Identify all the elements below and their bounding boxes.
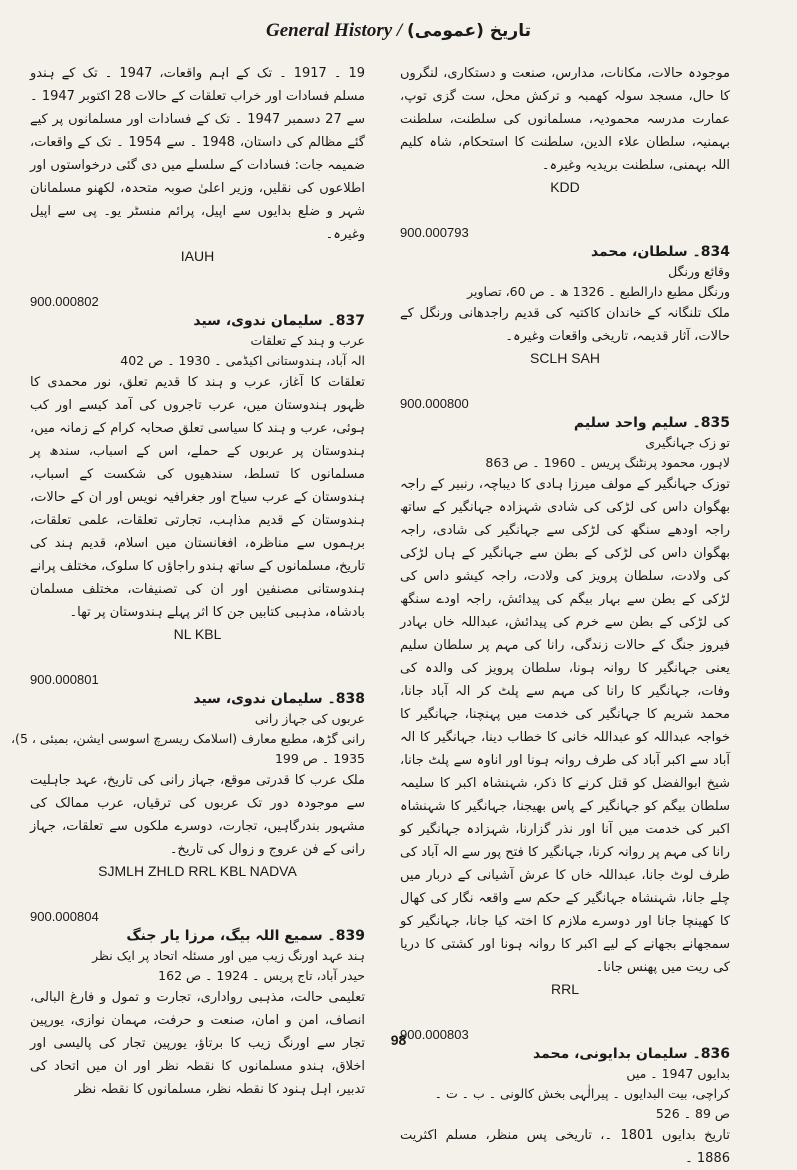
entry-publication: رانی گڑھ، مطبع معارف (اسلامک ریسرچ اسوسی ایشن، بمبئی ، 5)،	[11, 731, 365, 746]
continued-entry-left	[30, 62, 365, 264]
entry-description: 19 ۔ 1917 ۔ تک کے اہم واقعات، 1947 ۔ تک کے ہندو مسلم فسادات اور خراب تعلقات کے حالات 28 اکتوبر 1947 ۔ سے 27 دسمبر 1947 ۔ تک کے فسادات اور مسلمانوں پر کیے گئے مظالم کی داستان، 1948 ۔ سے 1954 ۔ تک کے واقعات، ضمیمہ جات: فسادات کے سلسلے میں دی گئی درخواستوں اور اطلاعوں کی نقلیں، وزیر اعلیٰ صوبہ متحدہ، لکھنو مسلمانان شہر و ضلع بدایوں سے اپیل، پرائم منسٹر یو۔ پی سے اپیل وغیرہ۔	[30, 66, 366, 242]
entry-publication: ورنگل مطبع دارالطبع ۔ 1326 ھ ۔ ص 60، تصاویر	[467, 284, 730, 299]
entry-description: ملک تلنگانہ کے خاندان کاکتیہ کی قدیم راجدھانی ورنگل کے حالات، آثار قدیمہ، تاریخی واقعات وغیرہ۔	[400, 306, 730, 344]
right-column	[400, 62, 730, 1166]
entry-description: موجودہ حالات، مکانات، مدارس، صنعت و دستکاری، لنگروں کا حال، مسجد سولہ کھمبہ و ترکش محل، ست گزی توپ، عمارت مدرسہ محمودیہ، مسلمانوں کی سلطنت، سلطنت بہمنیہ، سلطان علاء الدین، سلطنت کا استحکام، شاہ کلیم اللہ بہمنی، سلطنت بریدیہ وغیرہ۔	[400, 66, 730, 173]
classification-code: 900.000800	[400, 396, 469, 411]
library-locations: SJMLH ZHLD RRL KBL NADVA	[98, 863, 297, 879]
header-title-urdu: تاریخ (عمومی)	[406, 21, 531, 41]
entry-heading: 835۔ سلیم واحد سلیم	[573, 415, 730, 431]
entry-description: توزک جہانگیر کے مولف میرزا ہادی کا دیباچہ، رنبیر کے راجہ بھگوان داس کی لڑکی کی شادی شہزادہ جہانگیر کے ساتھ راجہ اودھے سنگھ کی لڑکی سے جہانگیر کی شادی، راجہ بھگوان داس کی لڑکی کے بطن سے جہانگیر کے ہاں لڑکی کی ولادت، سلطان پرویز کی ولادت، راجہ کیشو داس کی لڑکی کے بطن سے بہار بیگم کی پیدائش، راجہ اودے سنگھ کی لڑکی کے بطن سے خرم کی پیدائش، عبداللہ خاں بہادر فیروز جنگ کے حالات زندگی، رانا کی مہم پر سلطان سلیم یعنی جہانگیر کا روانہ ہونا، سلطان پرویز کی والدہ کی وفات، جہانگیر کا رانا کی مہم سے پلٹ کر الہ آباد جانا، محمد شریم کا جہانگیر کی خدمت میں پہنچنا، جہانگیر کا خواجہ عبداللہ کو عبداللہ خانی کا خطاب دینا، جہانگیر کا الہ آباد سے اکبر آباد کی طرف روانہ ہونا اور اناوہ سے پلٹ جانا، شیخ ابوالفضل کو قتل کرنے کا ذکر، شہنشاہ اکبر کا سلیمہ سلطان بیگم کو جہانگیر کے پاس بھیجنا، جہانگیر کا شہنشاہ اکبر کی خدمت میں آنا اور نذر گزارنا، شہزادہ جہانگیر کو رانا کی مہم پر روانہ کرنا، جہانگیر کا فتح پور سے الہ آباد کی طرف لوٹ جانا، عبداللہ خاں کا عرش آشیانی کے دربار میں چلے جانا، شہنشاہ جہانگیر کے حکم سے واقعہ نگار کی کھال کا کھینچا جانا اور دوسرے ملازم کا اختہ کیا جانا، جہانگیر کو سمجھانے بجھانے کے لیے اکبر کا روانہ ہونا اور کشتی کا دریا کی ریت میں پھنس جانا۔	[400, 477, 730, 975]
entry-title: عرب و ہند کے تعلقات	[250, 333, 365, 348]
page-number: 98	[390, 1032, 407, 1048]
entry-837	[30, 294, 365, 642]
entry-description: ملک عرب کا قدرتی موقع، جہاز رانی کی تاریخ، عہد جاہلیت سے موجودہ دور تک عربوں کی ترقیاں، عرب ممالک کی مشہور بندرگاہیں، تجارت، دوسرے ملکوں سے تعلقات، جہاز رانی کے فن عروج و زوال کی تاریخ۔	[30, 773, 365, 857]
library-locations: RRL	[550, 981, 579, 997]
entry-publication: حیدر آباد، تاج پریس ۔ 1924 ۔ ص 162	[158, 968, 365, 983]
entry-publication: کراچی، بیت البدایوں ۔ پیرالٰہی بخش کالونی ۔ ب ۔ ت ۔	[434, 1086, 730, 1101]
entry-heading: 837۔ سلیمان ندوی، سید	[193, 313, 365, 329]
library-locations: IAUH	[180, 248, 215, 264]
entry-title: بدایوں 1947 ۔ میں	[626, 1066, 730, 1081]
entry-heading: 838۔ سلیمان ندوی، سید	[193, 691, 365, 707]
entry-838	[11, 672, 365, 879]
entry-835	[400, 396, 730, 997]
entry-publication-year: 1935 ۔ ص 199	[274, 751, 365, 766]
entry-839	[30, 909, 365, 1101]
library-locations: KDD	[550, 179, 580, 195]
entry-heading: 836۔ سلیمان بدایونی، محمد	[533, 1046, 730, 1062]
classification-code: 900.000803	[400, 1027, 469, 1042]
left-column	[11, 62, 366, 1097]
page-header	[0, 20, 797, 42]
entry-heading: 839۔ سمیع اللہ بیگ، مرزا یار جنگ	[126, 928, 365, 944]
classification-code: 900.000804	[30, 909, 99, 924]
entry-title: ہند عہد اورنگ زیب میں اور مسئلہ اتحاد پر ایک نظر	[92, 948, 365, 963]
header-title-english: General History /	[266, 20, 403, 41]
entry-title: وقائع ورنگل	[668, 264, 730, 279]
entry-pages: ص 89 ۔ 526	[655, 1106, 730, 1121]
library-locations: NL KBL	[173, 626, 222, 642]
entry-834	[400, 225, 730, 366]
entry-publication: لاہور، محمود پرنٹنگ پریس ۔ 1960 ۔ ص 863	[485, 455, 730, 470]
entry-title: عربوں کی جہاز رانی	[254, 711, 365, 726]
classification-code: 900.000793	[400, 225, 469, 240]
entry-heading: 834۔ سلطان، محمد	[590, 244, 730, 260]
entry-description: تاریخ بدایوں 1801 ۔، تاریخی پس منظر، مسلم اکثریت 1886 ۔	[400, 1128, 730, 1166]
library-locations: SCLH SAH	[529, 350, 601, 366]
entry-836	[400, 1027, 730, 1170]
entry-publication: الہ آباد، ہندوستانی اکیڈمی ۔ 1930 ۔ ص 402	[120, 353, 365, 368]
continued-entry-right	[400, 62, 730, 195]
classification-code: 900.000801	[30, 672, 99, 687]
classification-code: 900.000802	[30, 294, 99, 309]
entry-title: تو زک جہانگیری	[645, 435, 730, 450]
entry-description: تعلیمی حالت، مذہبی رواداری، تجارت و تمول و فارغ البالی، انصاف، امن و امان، صنعت و حرفت، مہمان نوازی، یورپین تجار سے اورنگ زیب کا برتاؤ، یورپین تجار کی پالیسی اور اخلاق، ہندو مسلمانوں کا نقطہ نظر اور ان میں اتحاد کی تدبیر، اہل ہنود کا نقطہ نظر، مسلمانوں کا نقطہ نظر	[30, 990, 365, 1097]
entry-description: تعلقات کا آغاز، عرب و ہند کا قدیم تعلق، نور محمدی کا ظہور ہندوستان میں، عرب تاجروں کی آمد کیسے اور کب ہوئی، عرب و ہند کا سیاسی تعلق صحابہ کرام کے زمانہ میں، ہندوستان پر عربوں کے حملے، اس کے اسباب، سندھ پر مسلمانوں کا تسلط، سندھیوں کی شکست کے اسباب، ہندوستان کے عرب سیاح اور جغرافیہ نویس اور ان کے حالات، ہندوستان کے قدیم مذاہب، تجارتی تعلقات، علمی تعلقات، برہموں سے مناظرہ، افغانستان میں اسلام، قدیم ہند کی تاریخ، مسلمانوں کے ساتھ ہندو راجاؤں کا سلوک، مختلف پرانے ہندوستانی مصنفین اور ان کی تصنیفات، مختلف مسلمان بادشاہ، مذہبی کتابیں جن کا اثر پہلے ہندوستان پر تھا۔	[30, 375, 365, 620]
